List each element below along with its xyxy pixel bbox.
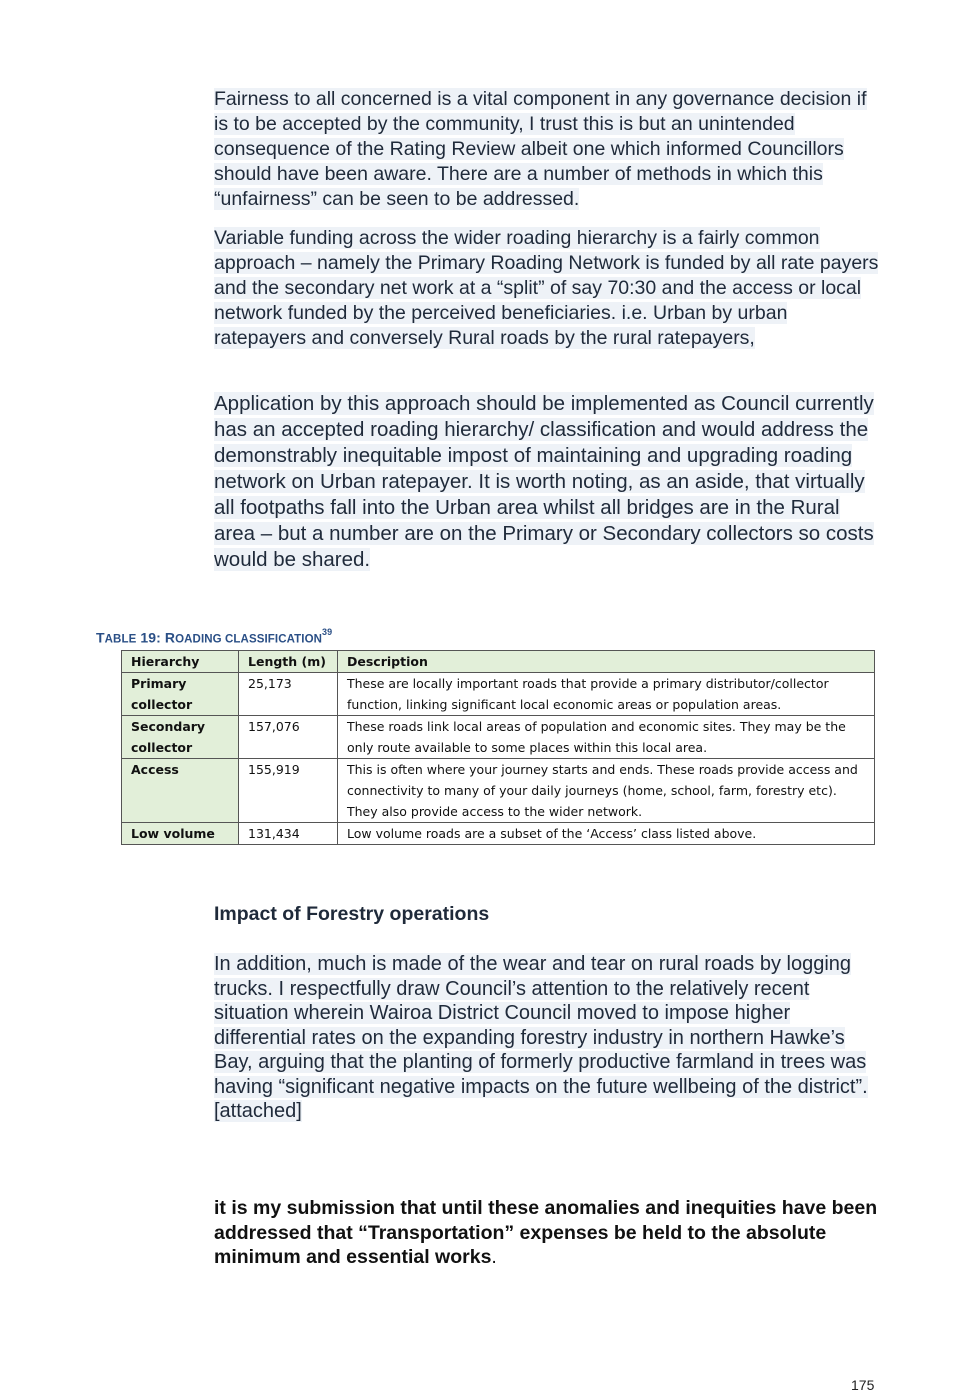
cell-hierarchy: Secondary collector xyxy=(122,716,239,759)
table-row xyxy=(122,673,875,716)
caption-part: T xyxy=(96,629,105,646)
submission-end: . xyxy=(491,1246,497,1268)
header-length: Length (m) xyxy=(239,651,338,673)
caption-part: ABLE xyxy=(104,633,137,646)
paragraph-text: Fairness to all concerned is a vital component in any governance decision if is to be accepted by the community, I trust this is but an unintended consequence of the Rating Review albeit one which informed Councillors should have been aware. There are a number of methods in which this “unfairness” can be seen to be addressed. xyxy=(214,88,867,210)
section-heading xyxy=(214,903,489,926)
paragraph-text: In addition, much is made of the wear and tear on rural roads by logging trucks. I respectfully draw Council’s attention to the relatively recent situation wherein Wairoa District Council moved to impose higher differential rates on the expanding forestry industry in northern Hawke’s Bay, arguing that the planting of formerly productive farmland in trees was having “significant negative impacts on the future wellbeing of the district”. [attached] xyxy=(214,953,868,1122)
footnote-marker: 39 xyxy=(322,627,333,637)
cell-hierarchy: Low volume xyxy=(122,823,239,845)
cell-length: 25,173 xyxy=(239,673,338,716)
cell-length: 131,434 xyxy=(239,823,338,845)
paragraph-forestry xyxy=(214,952,884,1124)
cell-description: These roads link local areas of population and economic sites. They may be the only route available to some places within this local area. xyxy=(338,716,875,759)
cell-hierarchy: Access xyxy=(122,759,239,823)
header-description: Description xyxy=(338,651,875,673)
paragraph-fairness xyxy=(214,87,884,212)
cell-description: Low volume roads are a subset of the ‘Access’ class listed above. xyxy=(338,823,875,845)
paragraph-text: Variable funding across the wider roading hierarchy is a fairly common approach – namely the Primary Roading Network is funded by all rate payers and the secondary net work at a “split” of say 70:30 and the access or local network funded by the perceived beneficiaries. i.e. Urban by urban ratepayers and conversely Rural roads by the rural ratepayers, xyxy=(214,227,879,349)
table-caption xyxy=(96,629,332,646)
caption-part: 19: R xyxy=(136,629,176,646)
cell-description: This is often where your journey starts and ends. These roads provide access and connectivity to many of your daily journeys (home, school, farm, forestry etc). They also provide access to the wider network. xyxy=(338,759,875,823)
page-number: 175 xyxy=(851,1377,875,1393)
caption-part: OADING CLASSIFICATION xyxy=(175,633,323,646)
table-row xyxy=(122,823,875,845)
table-header-row xyxy=(122,651,875,673)
cell-hierarchy: Primary collector xyxy=(122,673,239,716)
paragraph-application xyxy=(214,391,884,573)
header-hierarchy: Hierarchy xyxy=(122,651,239,673)
cell-length: 155,919 xyxy=(239,759,338,823)
table-row xyxy=(122,759,875,823)
paragraph-text: Application by this approach should be implemented as Council currently has an accepted roading hierarchy/ classification and would address the demonstrably inequitable impost of maintaining and upgrading roading network on Urban ratepayer. It is worth noting, as an aside, that virtually all footpaths fall into the Urban area whilst all bridges are in the Rural area – but a number are on the Primary or Secondary collectors so costs would be shared. xyxy=(214,392,874,571)
submission-text: it is my submission that until these anomalies and inequities have been addressed that “Transportation” expenses be held to the absolute minimum and essential works xyxy=(214,1197,878,1268)
heading-text: Impact of Forestry operations xyxy=(214,903,490,925)
submission-statement xyxy=(214,1196,894,1270)
roading-classification-table xyxy=(121,650,875,845)
cell-length: 157,076 xyxy=(239,716,338,759)
paragraph-variable-funding xyxy=(214,226,884,351)
table-row xyxy=(122,716,875,759)
cell-description: These are locally important roads that provide a primary distributor/collector function, linking significant local economic areas or population areas. xyxy=(338,673,875,716)
